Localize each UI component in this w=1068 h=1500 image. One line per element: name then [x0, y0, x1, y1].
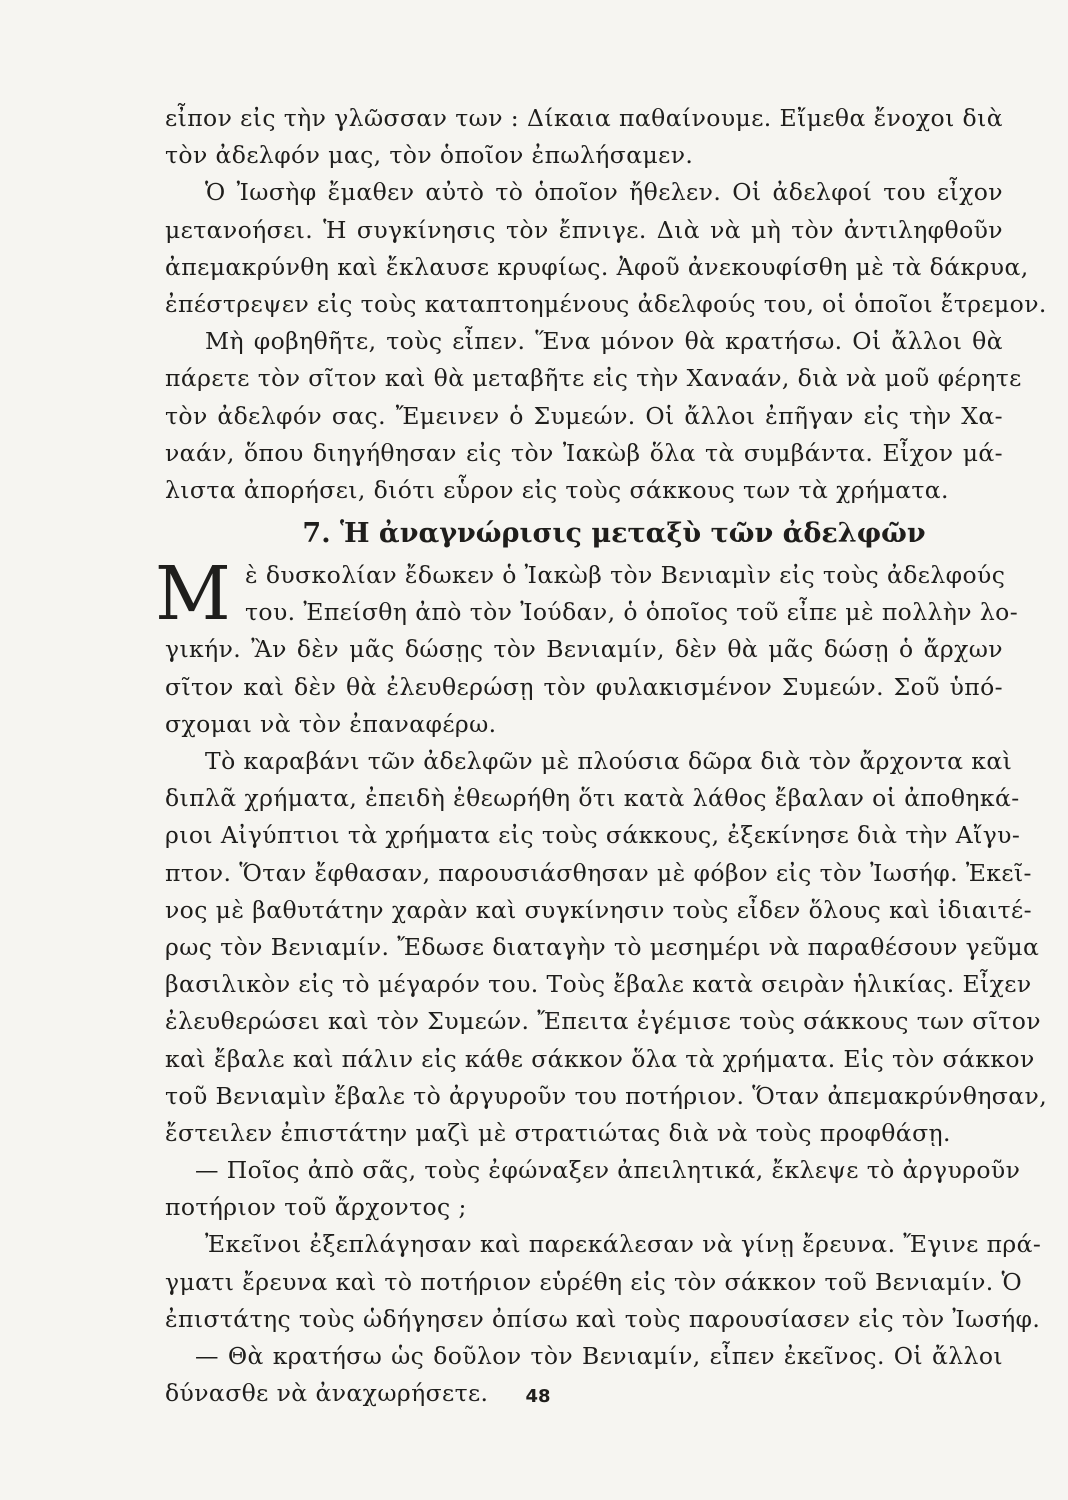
text-line: Ὁ Ἰωσὴφ ἔμαθεν αὐτὸ τὸ ὁποῖον ἤθελεν. Οἱ ἀδελφοί του εἶχον: [205, 178, 1003, 207]
text-line: εἶπον εἰς τὴν γλῶσσαν των : Δίκαια παθαίνουμε. Εἴμεθα ἔνοχοι διὰ: [165, 104, 1003, 132]
text-line: βασιλικὸν εἰς τὸ μέγαρόν του. Τοὺς ἔβαλε κατὰ σειρὰν ἡλικίας. Εἶχεν: [165, 970, 1032, 999]
paragraph: [165, 743, 1048, 1152]
text-line: ὲ δυσκολίαν ἔδωκεν ὁ Ἰακὼβ τὸν Βενιαμὶν εἰς τοὺς ἀδελφούς: [245, 561, 1006, 590]
text-line: ρως τὸν Βενιαμίν. Ἔδωσε διαταγὴν τὸ μεσημέρι νὰ παραθέσουν γεῦμα: [165, 932, 1040, 961]
dialogue-paragraph: [165, 1152, 1021, 1226]
text-line: Τὸ καραβάνι τῶν ἀδελφῶν μὲ πλούσια δῶρα διὰ τὸν ἄρχοντα καὶ: [205, 747, 1013, 775]
intro-paragraph: [155, 551, 1019, 743]
text-line: σῖτον καὶ δὲν θὰ ἐλευθερώσῃ τὸν φυλακισμένον Συμεών. Σοῦ ὑπό-: [165, 672, 1003, 701]
text-line: τὸν ἀδελφόν μας, τὸν ὁποῖον ἐπωλήσαμεν.: [165, 141, 694, 170]
text-line: τοῦ Βενιαμὶν ἔβαλε τὸ ἀργυροῦν του ποτήριον. Ὅταν ἀπεμακρύνθησαν,: [165, 1081, 1048, 1110]
text-line: ἐπέστρεψεν εἰς τοὺς καταπτοημένους ἀδελφούς του, οἱ ὁποῖοι ἔτρεμον.: [165, 289, 1047, 318]
drop-cap: Μ: [155, 551, 231, 638]
text-line: μετανοήσει. Ἡ συγκίνησις τὸν ἔπνιγε. Διὰ νὰ μὴ τὸν ἀντιληφθοῦν: [165, 215, 1003, 244]
paragraph: [165, 174, 1047, 323]
text-line: ἀπεμακρύνθη καὶ ἔκλαυσε κρυφίως. Ἀφοῦ ἀνεκουφίσθη μὲ τὰ δάκρυα,: [165, 252, 1029, 281]
text-line: πτον. Ὅταν ἔφθασαν, παρουσιάσθησαν μὲ φόβον εἰς τὸν Ἰωσήφ. Ἐκεῖ-: [165, 858, 1032, 887]
text-line: δύνασθε νὰ ἀναχωρήσετε.: [165, 1379, 489, 1408]
text-line: — Θὰ κρατήσω ὡς δοῦλον τὸν Βενιαμίν, εἶπεν ἐκεῖνος. Οἱ ἄλλοι: [195, 1342, 1003, 1370]
page-body: [155, 100, 1048, 1412]
text-line: γικήν. Ἂν δὲν μᾶς δώσῃς τὸν Βενιαμίν, δὲν θὰ μᾶς δώσῃ ὁ ἄρχων: [165, 635, 1003, 664]
text-line: ἔστειλεν ἐπιστάτην μαζὶ μὲ στρατιώτας διὰ νὰ τοὺς προφθάσῃ.: [165, 1118, 951, 1147]
text-line: γματι ἔρευνα καὶ τὸ ποτήριον εὑρέθη εἰς τὸν σάκκον τοῦ Βενιαμίν. Ὁ: [165, 1267, 1023, 1296]
text-line: πάρετε τὸν σῖτον καὶ θὰ μεταβῆτε εἰς τὴν Χαναάν, διὰ νὰ μοῦ φέρητε: [165, 364, 1022, 393]
text-line: ἐπιστάτης τοὺς ὡδήγησεν ὀπίσω καὶ τοὺς παρουσίασεν εἰς τὸν Ἰωσήφ.: [165, 1304, 1041, 1333]
text-line: ναάν, ὅπου διηγήθησαν εἰς τὸν Ἰακὼβ ὅλα τὰ συμβάντα. Εἶχον μά-: [165, 438, 1003, 467]
text-line: τὸν ἀδελφόν σας. Ἔμεινεν ὁ Συμεών. Οἱ ἄλλοι ἐπῆγαν εἰς τὴν Χα-: [165, 401, 1003, 430]
text-line: καὶ ἔβαλε καὶ πάλιν εἰς κάθε σάκκον ὅλα τὰ χρήματα. Εἰς τὸν σάκκον: [165, 1044, 1035, 1073]
text-line: Ἐκεῖνοι ἐξεπλάγησαν καὶ παρεκάλεσαν νὰ γίνῃ ἔρευνα. Ἔγινε πρά-: [205, 1230, 1042, 1259]
paragraph: [165, 100, 1003, 174]
paragraph: [165, 323, 1022, 509]
text-line: ριοι Αἰγύπτιοι τὰ χρήματα εἰς τοὺς σάκκους, ἐξεκίνησε διὰ τὴν Αἴγυ-: [165, 821, 1021, 850]
text-line: του. Ἐπείσθη ἀπὸ τὸν Ἰούδαν, ὁ ὁποῖος τοῦ εἶπε μὲ πολλὴν λο-: [245, 598, 1019, 627]
text-line: ἐλευθερώσει καὶ τὸν Συμεών. Ἔπειτα ἐγέμισε τοὺς σάκκους των σῖτον: [165, 1007, 1041, 1036]
text-line: διπλᾶ χρήματα, ἐπειδὴ ἐθεωρήθη ὅτι κατὰ λάθος ἔβαλαν οἱ ἀποθηκά-: [165, 784, 1020, 813]
text-line: σχομαι νὰ τὸν ἐπαναφέρω.: [165, 709, 497, 738]
paragraph: [165, 1226, 1042, 1338]
text-line: Μὴ φοβηθῆτε, τοὺς εἶπεν. Ἕνα μόνον θὰ κρατήσω. Οἱ ἄλλοι θὰ: [205, 327, 1003, 356]
section-heading: 7. Ἡ ἀναγνώρισις μεταξὺ τῶν ἀδελφῶν: [302, 518, 926, 550]
text-line: νος μὲ βαθυτάτην χαρὰν καὶ συγκίνησιν τοὺς εἶδεν ὅλους καὶ ἰδιαιτέ-: [165, 895, 1032, 924]
text-line: ποτήριον τοῦ ἄρχοντος ;: [165, 1193, 467, 1222]
text-line: — Ποῖος ἀπὸ σᾶς, τοὺς ἐφώναξεν ἀπειλητικά, ἔκλεψε τὸ ἀργυροῦν: [195, 1156, 1021, 1185]
text-line: λιστα ἀπορήσει, διότι εὗρον εἰς τοὺς σάκκους των τὰ χρήματα.: [165, 475, 949, 504]
page-number: 48: [525, 1386, 551, 1407]
